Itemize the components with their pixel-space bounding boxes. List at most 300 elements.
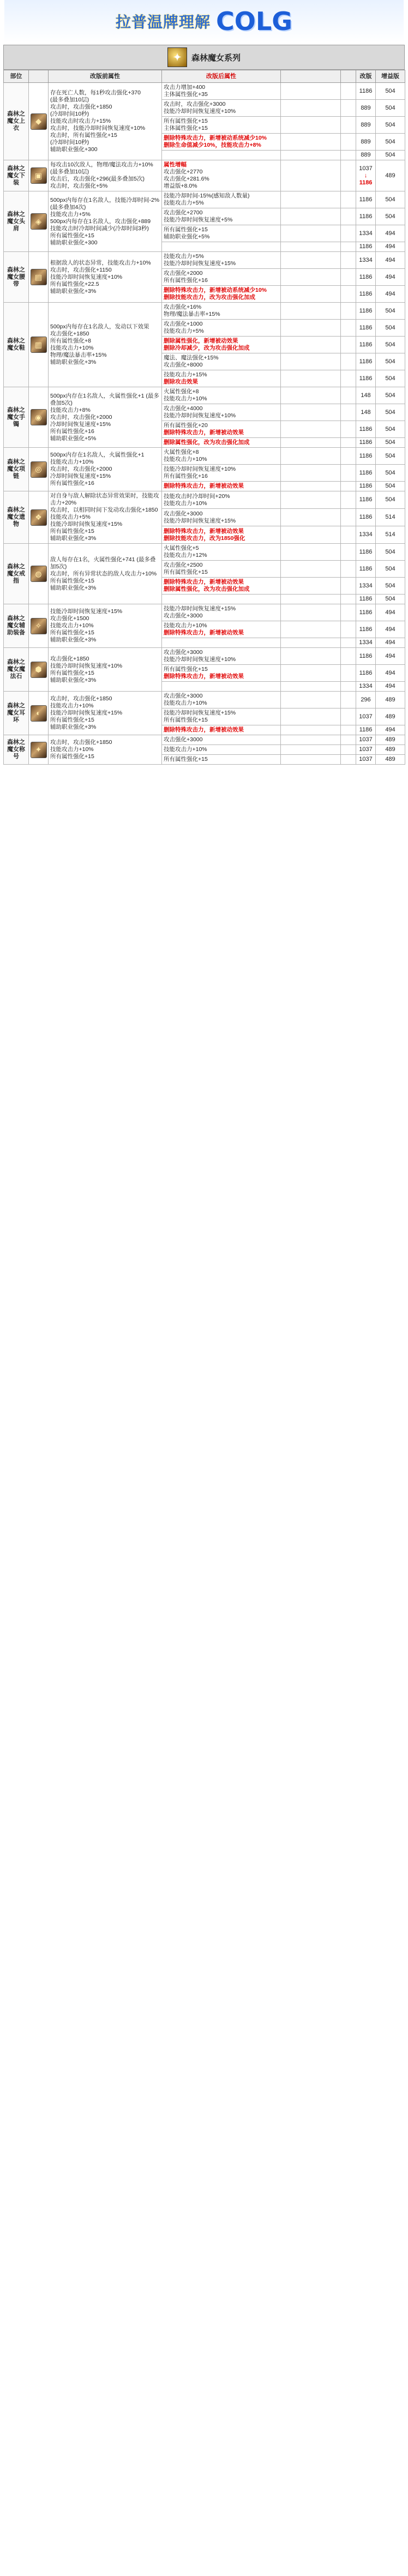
original-stats (49, 83, 162, 160)
value-before (356, 404, 376, 421)
original-stat-line: 所有属性强化+8 (50, 338, 91, 344)
value-after: 514 (376, 526, 405, 544)
original-stat-line: 技能攻击力+10% (50, 622, 94, 629)
gain-cell (341, 491, 356, 509)
rate-cell (281, 682, 341, 692)
original-stat-line: (最多叠加10层) (50, 169, 89, 175)
value-before-text: 1186 (359, 496, 373, 503)
table-row (4, 648, 405, 665)
value-before-text: 1186 (359, 341, 373, 348)
value-before-text: 1186 (359, 425, 373, 433)
new-stat-line: 所有属性强化+15 (164, 666, 208, 672)
new-stat-line: 删除特殊攻击力，新增被动效果 (164, 579, 244, 585)
item-icon-cell (29, 387, 49, 448)
value-after: 504 (376, 421, 405, 438)
new-stat-line: 属性增幅 (164, 161, 187, 168)
item-icon-cell (29, 692, 49, 735)
value-after: 504 (376, 83, 405, 100)
new-stat-line: 删除生命值减少10%，技能攻击力+8% (164, 142, 261, 148)
belt-icon: ▤ (31, 269, 47, 285)
value-after: 494 (376, 665, 405, 682)
value-before-text: 1037 (359, 736, 373, 743)
value-after: 504 (376, 482, 405, 491)
table-row (4, 448, 405, 465)
new-stat-line: 魔法、魔法强化+15% (164, 355, 219, 361)
rate-cell (281, 134, 341, 151)
new-stats (162, 134, 281, 151)
new-stats (162, 83, 281, 100)
rate-cell (281, 151, 341, 160)
new-stat-line: 技能冷却时间恢复速度+10% (164, 108, 236, 115)
new-stats (162, 160, 281, 191)
value-after: 494 (376, 252, 405, 269)
new-stat-line: 物理/魔法暴击率+15% (164, 311, 220, 317)
value-after: 504 (376, 151, 405, 160)
rate-cell (281, 353, 341, 370)
value-before-text: 1186 (359, 375, 373, 382)
gain-cell (341, 160, 356, 191)
value-before-text: 1186 (359, 609, 373, 616)
item-slot-name: 森林之魔女下装 (4, 160, 29, 191)
original-stat-line: 技能攻击力+10% (50, 702, 94, 709)
original-stat-line: 技能冷却时间恢复速度+15% (50, 608, 123, 615)
gain-cell (341, 595, 356, 604)
value-after: 504 (376, 544, 405, 561)
value-after: 489 (376, 708, 405, 725)
value-after: 504 (376, 191, 405, 208)
original-stat-line: 攻击时，攻击强化+2000 (50, 466, 112, 472)
rate-cell (281, 648, 341, 665)
value-before (356, 725, 376, 735)
new-stat-line: 攻击力增加+400 (164, 84, 206, 91)
rate-cell (281, 160, 341, 191)
value-before (356, 370, 376, 387)
coat-icon: ◆ (31, 113, 47, 130)
rate-cell (281, 595, 341, 604)
value-before-text: 1186 (359, 358, 373, 365)
new-stat-line: 火属性强化+8 (164, 449, 199, 455)
original-stats (49, 387, 162, 448)
value-after: 504 (376, 353, 405, 370)
new-stat-line: 技能攻击力+10% (164, 500, 207, 507)
original-stat-line: 辅助职业强化+3% (50, 584, 97, 591)
original-stat-line: 技能攻击力+5% (50, 211, 91, 218)
original-stat-line: 冷却时间恢复速度+15% (50, 421, 111, 428)
rate-cell (281, 117, 341, 134)
gain-cell (341, 682, 356, 692)
shoulder-icon: ◈ (31, 213, 47, 230)
table-row (4, 387, 405, 404)
gain-cell (341, 725, 356, 735)
new-stats (162, 755, 281, 765)
gain-cell (341, 692, 356, 708)
new-stats (162, 208, 281, 225)
rate-cell (281, 526, 341, 544)
gain-cell (341, 353, 356, 370)
new-stats (162, 225, 281, 242)
rate-cell (281, 665, 341, 682)
original-stat-line: 攻击时，所有异常状态的敌人攻击力+10% (50, 570, 157, 577)
new-stat-line: 删除特殊攻击力，新增被动系统减少10% (164, 287, 267, 293)
new-stat-line: 所有属性强化+15 (164, 569, 208, 575)
original-stat-line: (最多叠加10层) (50, 97, 89, 103)
rate-cell (281, 286, 341, 303)
rate-cell (281, 465, 341, 482)
value-after: 489 (376, 160, 405, 191)
new-stat-line: 技能冷却时间恢复速度+15% (164, 605, 236, 612)
value-before-text: 1186 (359, 243, 373, 250)
original-stat-line: 辅助职业强化+3% (50, 724, 97, 730)
gain-cell (341, 303, 356, 320)
original-stat-line: 500px内每存在1名敌人，发动以下效果 (50, 323, 149, 330)
original-stat-line: 辅助职业强化+5% (50, 435, 97, 442)
rate-cell (281, 100, 341, 117)
item-slot-name: 森林之魔女称号 (4, 735, 29, 765)
new-stats (162, 242, 281, 252)
shoes-icon: ▥ (31, 337, 47, 353)
rate-cell (281, 491, 341, 509)
new-stat-line: 技能冷却时间恢复速度+10% (164, 656, 236, 663)
header-slot: 部位 (4, 70, 29, 83)
item-slot-name: 森林之魔女戒指 (4, 544, 29, 604)
new-stat-line: 主体属性强化+15 (164, 125, 208, 131)
gain-cell (341, 735, 356, 745)
title-icon: ✦ (31, 742, 47, 758)
new-stat-line: 删除技能攻击力，改为攻击强化加成 (164, 294, 255, 301)
new-stat-line: 删除属性强化，改为攻击强化加成 (164, 439, 250, 446)
value-before-text: 889 (361, 104, 371, 111)
gain-cell (341, 242, 356, 252)
new-stat-line: 技能攻击力+5% (164, 328, 204, 334)
new-stat-line: 删除特殊攻击力，新增被动效果 (164, 483, 244, 489)
value-before-text: 1186 (359, 452, 373, 459)
new-stat-line: 技能冷却时间-15%(感知敌人数量) (164, 193, 250, 199)
value-after: 494 (376, 604, 405, 621)
new-stat-line: 攻击强化+3000 (164, 613, 203, 619)
value-after: 504 (376, 208, 405, 225)
gain-cell (341, 526, 356, 544)
colg-logo: COLG (216, 7, 292, 36)
new-stat-line: 攻击强化+2700 (164, 209, 203, 216)
new-stat-line: 技能攻击力+10% (164, 395, 207, 402)
value-after: 504 (376, 465, 405, 482)
value-before (356, 225, 376, 242)
new-stats (162, 509, 281, 526)
new-stat-line: 删除特殊攻击力，新增被动效果 (164, 673, 244, 680)
new-stats (162, 638, 281, 648)
gain-cell (341, 117, 356, 134)
value-before (356, 242, 376, 252)
value-before-text: 1186 (359, 548, 373, 555)
gain-cell (341, 621, 356, 638)
original-stat-line: 所有属性强化+16 (50, 480, 94, 487)
new-stats (162, 682, 281, 692)
original-stat-line: (冷却时间10秒) (50, 139, 89, 146)
value-before (356, 648, 376, 665)
value-before-text: 1186 (359, 596, 373, 602)
new-stat-line: 所有属性强化+20 (164, 422, 208, 429)
new-stat-line: 所有属性强化+16 (164, 473, 208, 479)
value-before-text: 1334 (359, 256, 373, 263)
gain-cell (341, 638, 356, 648)
new-stat-line: 技能冷却时间恢复速度+5% (164, 217, 233, 223)
new-stats (162, 353, 281, 370)
value-before-text: 1186 (359, 439, 373, 446)
value-before (356, 438, 376, 448)
value-before-text: 296 (361, 696, 371, 703)
new-stats (162, 269, 281, 286)
new-stat-line: 攻击强化+3000 (164, 649, 203, 656)
gain-cell (341, 544, 356, 561)
value-before-text: 1334 (359, 230, 373, 237)
item-icon-cell (29, 735, 49, 765)
rate-cell (281, 320, 341, 337)
new-stats (162, 320, 281, 337)
new-stat-line: 火属性强化+8 (164, 388, 199, 395)
new-stat-line: 攻击时，攻击强化+3000 (164, 101, 226, 107)
rate-cell (281, 252, 341, 269)
rate-cell (281, 482, 341, 491)
down-arrow-icon: ↓ (364, 172, 368, 179)
value-before-text: 1186 (359, 565, 373, 572)
original-stat-line: 辅助职业强化+3% (50, 287, 97, 295)
original-stat-line: 技能冷却时间恢复速度+15% (50, 710, 123, 716)
value-before (356, 134, 376, 151)
original-stat-line: 技能攻击力+8% (50, 406, 91, 413)
site-banner (4, 0, 404, 43)
new-stats (162, 448, 281, 465)
new-stat-line: 删除特殊攻击力，新增被动系统减少10% (164, 135, 267, 141)
table-row (4, 735, 405, 745)
value-before-text: 1186 (359, 469, 373, 476)
value-before-text: 1186 (359, 196, 373, 203)
gain-cell (341, 448, 356, 465)
new-stats (162, 745, 281, 755)
new-stats (162, 491, 281, 509)
original-stat-line: 物理/魔法暴击率+15% (50, 352, 107, 358)
new-stat-line: 技能冷却时间恢复速度+15% (164, 517, 236, 524)
original-stat-line: 攻击时，所有属性强化+15 (50, 132, 117, 139)
rate-cell (281, 604, 341, 621)
new-stats (162, 303, 281, 320)
new-stat-line: 技能攻击力+10% (164, 746, 207, 753)
gain-cell (341, 191, 356, 208)
value-before (356, 692, 376, 708)
gain-cell (341, 151, 356, 160)
original-stat-line: 500px内存在1名敌人，火属性强化+1 (50, 452, 145, 458)
original-stat-line: 辅助职业强化+3% (50, 637, 97, 643)
new-stat-line: 攻击强化+1000 (164, 321, 203, 327)
value-before (356, 604, 376, 621)
new-stats (162, 708, 281, 725)
gain-cell (341, 370, 356, 387)
item-slot-name: 森林之魔女头肩 (4, 191, 29, 252)
value-before (356, 320, 376, 337)
gain-cell (341, 465, 356, 482)
rate-cell (281, 735, 341, 745)
new-stat-line: 攻击强化+3000 (164, 693, 203, 699)
new-stat-line: 攻击强化+2000 (164, 270, 203, 277)
header-gain (341, 70, 356, 83)
new-stat-line: 技能攻击力+5% (164, 200, 204, 206)
header-lv-before: 改版 (356, 70, 376, 83)
value-after: 494 (376, 725, 405, 735)
original-stat-line: (冷却时间10秒) (50, 111, 89, 117)
value-after: 489 (376, 692, 405, 708)
value-after: 494 (376, 286, 405, 303)
new-stats (162, 692, 281, 708)
gain-cell (341, 561, 356, 578)
new-stat-line: 所有属性强化+15 (164, 226, 208, 233)
new-stats (162, 404, 281, 421)
original-stats (49, 604, 162, 648)
original-stat-line: 技能攻击力+10% (50, 345, 94, 351)
rate-cell (281, 387, 341, 404)
value-after: 504 (376, 595, 405, 604)
original-stats (49, 448, 162, 491)
item-slot-name: 森林之魔女辅助装备 (4, 604, 29, 648)
value-after: 489 (376, 745, 405, 755)
original-stat-line: 攻击时，技能冷却时间恢复速度+10% (50, 125, 146, 131)
value-after: 494 (376, 269, 405, 286)
new-stat-line: 攻击强化+4000 (164, 405, 203, 412)
header-orig: 改版前属性 (49, 70, 162, 83)
original-stat-line: 根据敌人的状态异常，技能攻击力+10% (50, 259, 151, 266)
value-before (356, 208, 376, 225)
new-stats (162, 725, 281, 735)
value-before (356, 578, 376, 595)
value-before (356, 387, 376, 404)
original-stats (49, 160, 162, 191)
new-stat-line: 删除技能攻击力，改为1850强化 (164, 535, 245, 542)
gain-cell (341, 404, 356, 421)
value-before (356, 160, 376, 191)
rate-cell (281, 448, 341, 465)
rate-cell (281, 438, 341, 448)
value-before-text: 1186 (359, 669, 373, 676)
original-stat-line: 技能攻击力+5% (50, 514, 91, 520)
rate-cell (281, 303, 341, 320)
original-stat-line: 存在死亡人数，每1秒攻击强化+370 (50, 89, 141, 96)
rate-cell (281, 725, 341, 735)
value-after: 494 (376, 242, 405, 252)
value-after: 494 (376, 682, 405, 692)
value-before (356, 735, 376, 745)
header-new: 改版后属性 (162, 70, 281, 83)
original-stat-line: 500px内每存在1名敌人，技能冷却时间-2% (最多叠加4次) (50, 196, 160, 211)
original-stat-line: 所有属性强化+15 (50, 629, 94, 636)
item-slot-name: 森林之魔女鞋 (4, 303, 29, 387)
value-after: 489 (376, 735, 405, 745)
item-icon-cell (29, 604, 49, 648)
new-stat-line: 所有属性强化+15 (164, 118, 208, 124)
gain-cell (341, 708, 356, 725)
new-stat-line: 技能攻击力+15% (164, 371, 207, 378)
original-stat-line: 所有属性强化+16 (50, 428, 94, 435)
rate-cell (281, 578, 341, 595)
section-title: 森林魔女系列 (191, 53, 241, 63)
value-before (356, 621, 376, 638)
new-stat-line: 删除特殊攻击力，新增被动效果 (164, 527, 244, 535)
value-before-text: 148 (361, 392, 371, 399)
value-before (356, 337, 376, 353)
value-before-text: 1186 (359, 273, 373, 280)
gain-cell (341, 755, 356, 765)
gain-cell (341, 208, 356, 225)
new-stat-line: 技能攻击时冷却时间+20% (164, 493, 230, 500)
new-stats (162, 482, 281, 491)
rate-cell (281, 708, 341, 725)
value-before (356, 561, 376, 578)
item-icon-cell (29, 160, 49, 191)
value-before-text: 1186 (359, 726, 373, 733)
value-before-text: 889 (361, 121, 371, 128)
header-rate (281, 70, 341, 83)
value-before (356, 252, 376, 269)
original-stat-line: 辅助职业强化+3% (50, 535, 97, 542)
rate-cell (281, 621, 341, 638)
item-icon-cell (29, 544, 49, 604)
gain-cell (341, 745, 356, 755)
new-stats (162, 465, 281, 482)
table-row (4, 303, 405, 320)
new-stats (162, 561, 281, 578)
table-row (4, 604, 405, 621)
value-before-text: 1186 (359, 652, 373, 659)
original-stat-line: 敌人每存在1名，火属性强化+741 (最多叠加5次) (50, 556, 156, 570)
new-stat-line: 技能冷却时间恢复速度+15% (164, 260, 236, 267)
gain-cell (341, 269, 356, 286)
new-stat-line: 技能攻击力+12% (164, 552, 207, 559)
value-before (356, 708, 376, 725)
value-after: 504 (376, 448, 405, 465)
new-stats (162, 337, 281, 353)
original-stat-line: 辅助职业强化+3% (50, 359, 97, 365)
gain-cell (341, 225, 356, 242)
rate-cell (281, 370, 341, 387)
bracelet-icon: ◉ (31, 409, 47, 425)
new-stat-line: 技能冷却时间恢复速度+10% (164, 466, 236, 472)
item-slot-name: 森林之魔女耳环 (4, 692, 29, 735)
value-before (356, 638, 376, 648)
value-before (356, 465, 376, 482)
header-icon (29, 70, 49, 83)
original-stat-line: 攻击时，攻击强化+1850 (50, 739, 112, 746)
value-after: 494 (376, 621, 405, 638)
new-stats (162, 117, 281, 134)
new-stats (162, 100, 281, 117)
ring-icon: ◍ (31, 566, 47, 582)
original-stat-line: 所有属性强化+15 (50, 232, 94, 239)
table-row (4, 491, 405, 509)
item-slot-name: 森林之魔女项链 (4, 448, 29, 491)
item-icon-cell (29, 491, 49, 544)
original-stats (49, 735, 162, 765)
value-before (356, 117, 376, 134)
original-stat-line: 辅助职业强化+3% (50, 676, 97, 683)
new-stats (162, 665, 281, 682)
rate-cell (281, 191, 341, 208)
original-stat-line: 攻击时，攻击强化+2000 (50, 413, 112, 421)
new-stat-line: 攻击强化+281.6% (164, 176, 209, 182)
new-stats (162, 387, 281, 404)
value-before (356, 745, 376, 755)
new-stat-line: 所有属性强化+16 (164, 277, 208, 284)
item-icon-cell (29, 252, 49, 303)
item-slot-name: 森林之魔女手镯 (4, 387, 29, 448)
new-stat-line: 攻击强化+3000 (164, 510, 203, 517)
rate-cell (281, 225, 341, 242)
